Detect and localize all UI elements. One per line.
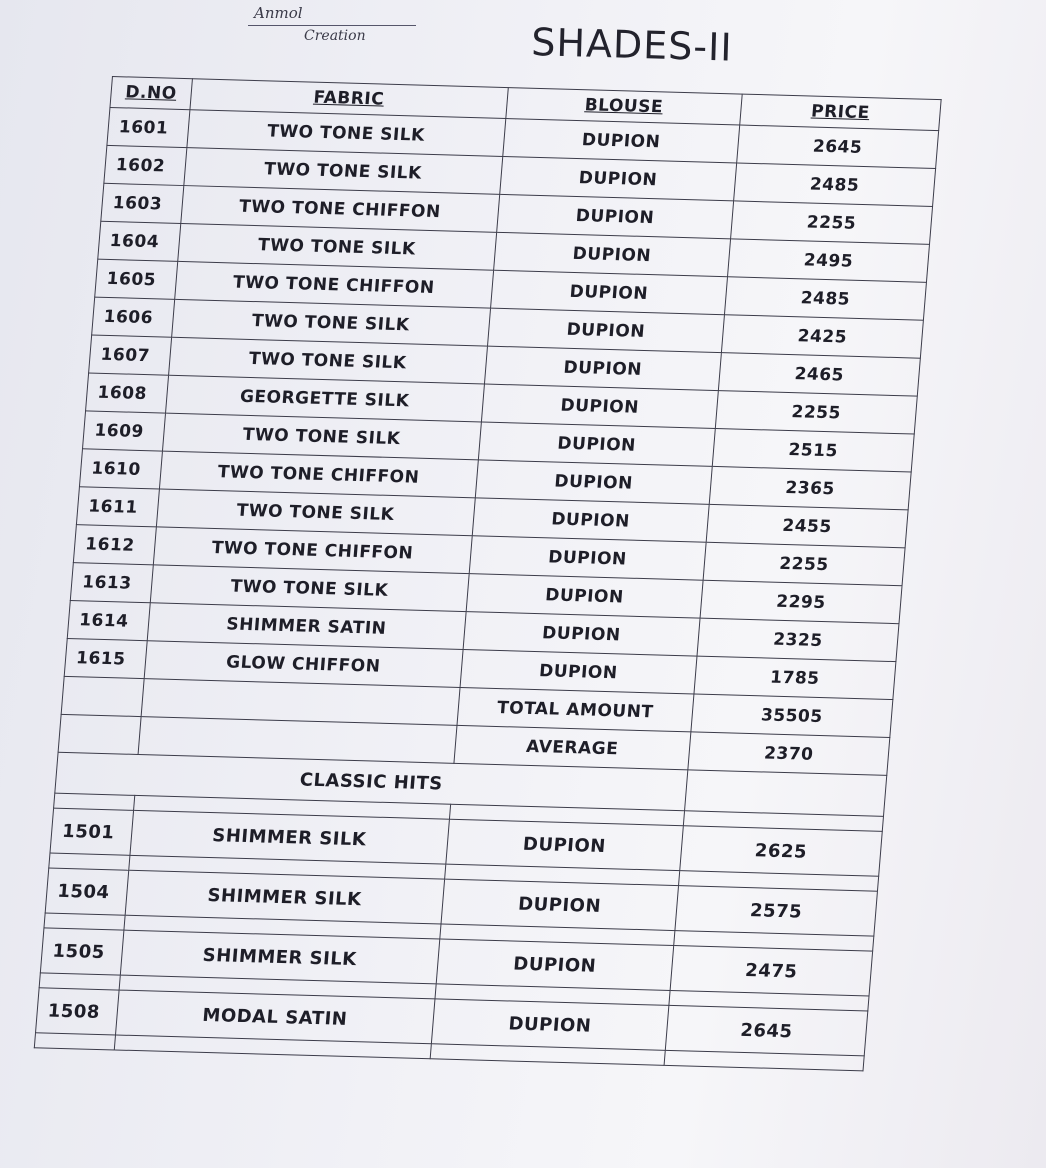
empty-cell: [58, 714, 141, 754]
fabric-cell: TWO TONE SILK: [168, 337, 487, 384]
blouse-cell: DUPION: [493, 232, 730, 276]
fabric-cell: TWO TONE SILK: [171, 299, 490, 346]
empty-cell: [684, 770, 886, 816]
blouse-cell: DUPION: [436, 939, 674, 990]
price-cell: 2255: [730, 201, 932, 244]
fabric-cell: TWO TONE SILK: [150, 565, 469, 612]
fabric-cell: GLOW CHIFFON: [144, 641, 463, 688]
spacer-cell: [34, 1033, 115, 1050]
fabric-cell: TWO TONE SILK: [183, 148, 502, 195]
price-cell: 2425: [721, 315, 923, 358]
blouse-cell: DUPION: [475, 460, 712, 504]
design-number: 1613: [70, 563, 153, 603]
design-number: 1611: [76, 487, 159, 527]
price-cell: 2325: [697, 618, 899, 661]
fabric-cell: GEORGETTE SILK: [165, 375, 484, 422]
classic-hits-label: CLASSIC HITS: [55, 752, 688, 811]
price-cell: 2495: [727, 239, 929, 282]
blouse-cell: DUPION: [481, 384, 718, 428]
blouse-cell: DUPION: [484, 346, 721, 390]
design-number: 1603: [101, 183, 184, 223]
blouse-cell: DUPION: [478, 422, 715, 466]
design-number: 1607: [89, 335, 172, 375]
price-cell: 2465: [718, 353, 920, 396]
design-number: 1604: [98, 221, 181, 261]
blouse-cell: DUPION: [463, 612, 700, 656]
design-number: 1501: [50, 808, 133, 855]
blouse-cell: DUPION: [503, 119, 740, 163]
fabric-cell: TWO TONE CHIFFON: [153, 527, 472, 574]
header-fabric: FABRIC: [190, 79, 509, 119]
fabric-cell: MODAL SATIN: [115, 990, 435, 1044]
brand-line-2: Creation: [304, 28, 366, 44]
price-cell: 2255: [715, 391, 917, 434]
price-cell: 2645: [737, 125, 939, 168]
design-number: 1601: [107, 107, 190, 147]
blouse-cell: DUPION: [469, 536, 706, 580]
fabric-cell: TWO TONE SILK: [186, 110, 505, 157]
price-cell: 2625: [680, 826, 883, 876]
design-number: 1612: [73, 525, 156, 565]
price-cell: 2295: [700, 580, 902, 623]
page-title: SHADES-II: [530, 20, 734, 70]
price-sheet: [34, 76, 942, 1071]
blouse-cell: DUPION: [460, 650, 697, 694]
design-number: 1608: [86, 373, 169, 413]
blouse-cell: DUPION: [466, 574, 703, 618]
design-number: 1614: [67, 601, 150, 641]
design-number: 1610: [79, 449, 162, 489]
price-cell: 2475: [670, 946, 873, 996]
total-label: TOTAL AMOUNT: [457, 687, 694, 731]
blouse-cell: DUPION: [499, 156, 736, 200]
price-table: [34, 76, 942, 1071]
average-label: AVERAGE: [454, 725, 691, 769]
fabric-cell: SHIMMER SILK: [120, 930, 440, 984]
brand-rule: [248, 25, 416, 26]
design-number: 1508: [36, 988, 119, 1035]
fabric-cell: TWO TONE CHIFFON: [159, 451, 478, 498]
fabric-cell: SHIMMER SATIN: [147, 603, 466, 650]
blouse-cell: DUPION: [496, 194, 733, 238]
price-cell: 2365: [709, 466, 911, 509]
fabric-cell: SHIMMER SILK: [130, 810, 450, 864]
fabric-cell: TWO TONE SILK: [156, 489, 475, 536]
price-cell: 2515: [712, 428, 914, 471]
header-dno: D.NO: [110, 77, 192, 110]
fabric-cell: TWO TONE SILK: [177, 223, 496, 270]
header-price: PRICE: [740, 94, 941, 131]
design-number: 1615: [64, 638, 147, 678]
blouse-cell: DUPION: [487, 308, 724, 352]
design-number: 1505: [40, 928, 123, 975]
blouse-cell: DUPION: [441, 879, 679, 930]
price-cell: 2575: [675, 886, 878, 936]
empty-cell: [61, 676, 144, 716]
design-number: 1504: [45, 868, 128, 915]
brand-line-1: Anmol: [254, 4, 303, 22]
average-value: 2370: [688, 732, 890, 775]
header-blouse: BLOUSE: [506, 88, 743, 125]
fabric-cell: TWO TONE SILK: [162, 413, 481, 460]
design-number: 1602: [104, 145, 187, 185]
fabric-cell: TWO TONE CHIFFON: [174, 261, 493, 308]
design-number: 1605: [95, 259, 178, 299]
blouse-cell: DUPION: [490, 270, 727, 314]
price-cell: 1785: [694, 656, 896, 699]
price-cell: 2485: [724, 277, 926, 320]
design-number: 1609: [83, 411, 166, 451]
fabric-cell: SHIMMER SILK: [125, 870, 445, 924]
fabric-cell: TWO TONE CHIFFON: [180, 186, 499, 233]
total-value: 35505: [691, 694, 893, 737]
blouse-cell: DUPION: [472, 498, 709, 542]
price-cell: 2455: [706, 504, 908, 547]
design-number: 1606: [92, 297, 175, 337]
price-cell: 2255: [703, 542, 905, 585]
price-cell: 2485: [734, 163, 936, 206]
brand-logo: [248, 4, 428, 44]
blouse-cell: DUPION: [446, 819, 684, 870]
price-cell: 2645: [665, 1005, 868, 1055]
blouse-cell: DUPION: [431, 999, 669, 1050]
